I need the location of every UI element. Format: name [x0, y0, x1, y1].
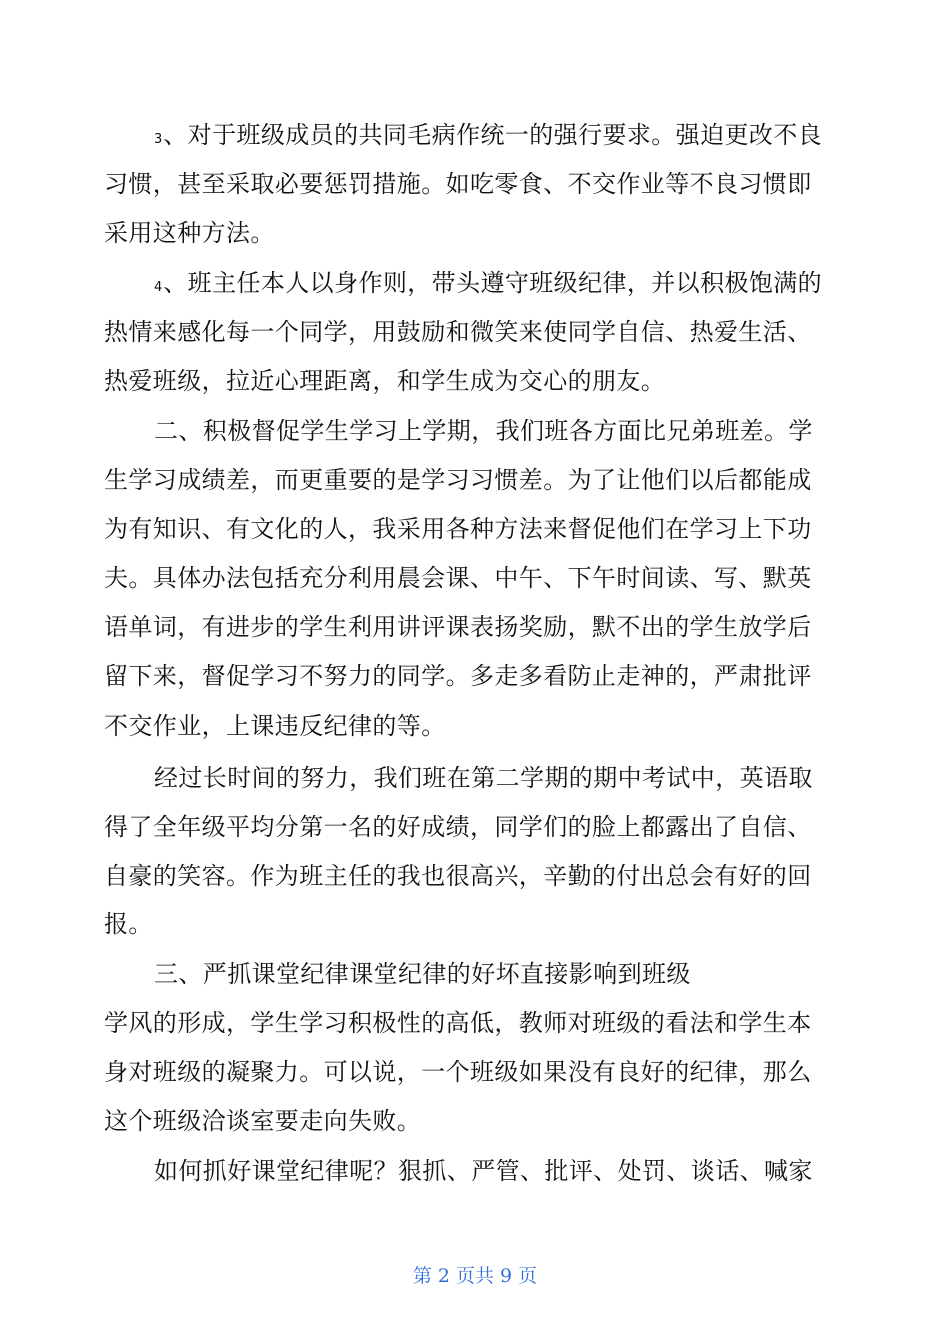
- page-footer: 第 2 页共 9 页: [412, 1265, 538, 1287]
- text-line: 夫。具体办法包括充分利用晨会课、中午、下午时间读、写、默英: [104, 564, 812, 592]
- text-line: 留下来，督促学习不努力的同学。多走多看防止走神的，严肃批评: [104, 662, 812, 690]
- text-line: 习惯，甚至采取必要惩罚措施。如吃零食、不交作业等不良习惯即: [104, 170, 812, 198]
- text-line: 热情来感化每一个同学，用鼓励和微笑来使同学自信、热爱生活、: [104, 318, 812, 346]
- text-line: 语单词，有进步的学生利用讲评课表扬奖励，默不出的学生放学后: [104, 613, 812, 641]
- section-heading-line: 三、严抓课堂纪律课堂纪律的好坏直接影响到班级: [154, 960, 691, 988]
- text-line: 身对班级的凝聚力。可以说，一个班级如果没有良好的纪律，那么: [104, 1058, 812, 1086]
- text-line: 报。: [104, 910, 153, 938]
- text-line: 经过长时间的努力，我们班在第二学期的期中考试中，英语取: [154, 764, 813, 792]
- text-line: 自豪的笑容。作为班主任的我也很高兴，辛勤的付出总会有好的回: [104, 862, 812, 890]
- text-line: 学风的形成，学生学习积极性的高低，教师对班级的看法和学生本: [104, 1009, 812, 1037]
- text-line: 4、班主任本人以身作则，带头遵守班级纪律，并以积极饱满的: [154, 269, 823, 297]
- text-line: 这个班级洽谈室要走向失败。: [104, 1107, 422, 1135]
- section-heading-line: 二、积极督促学生学习上学期，我们班各方面比兄弟班差。学: [154, 417, 813, 445]
- item-number: 4: [154, 280, 163, 295]
- text-line: 得了全年级平均分第一名的好成绩，同学们的脸上都露出了自信、: [104, 813, 812, 841]
- text-line: 采用这种方法。: [104, 219, 275, 247]
- text-line: 热爱班级，拉近心理距离，和学生成为交心的朋友。: [104, 367, 666, 395]
- text-line: 不交作业，上课违反纪律的等。: [104, 712, 446, 740]
- item-number: 3: [154, 132, 163, 147]
- text-line: 如何抓好课堂纪律呢？狠抓、严管、批评、处罚、谈话、喊家: [154, 1157, 813, 1185]
- text-line: 3、对于班级成员的共同毛病作统一的强行要求。强迫更改不良: [154, 121, 823, 149]
- text-line: 为有知识、有文化的人，我采用各种方法来督促他们在学习上下功: [104, 515, 812, 543]
- text-line: 生学习成绩差，而更重要的是学习习惯差。为了让他们以后都能成: [104, 466, 812, 494]
